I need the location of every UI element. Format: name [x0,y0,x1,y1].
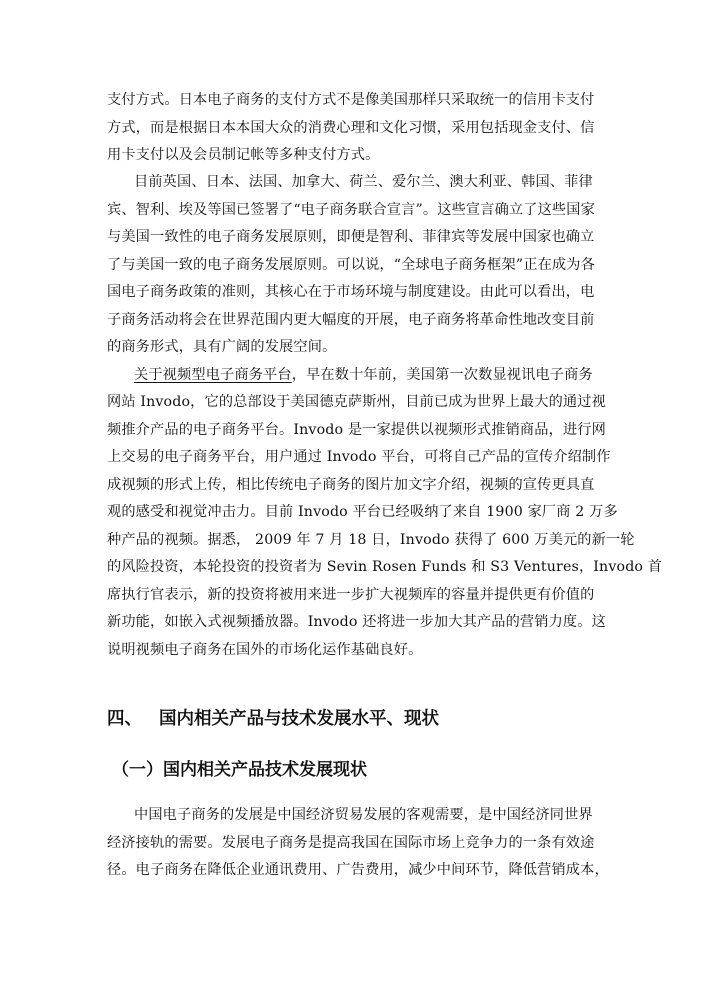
p3-line-11: 说明视频电子商务在国外的市场化运作基础良好。 [107,642,423,658]
p3-underlined-phrase: 关于视频型电子商务平台 [134,367,292,383]
p2-line-4: 了与美国一致的电子商务发展原则。可以说，“全球电子商务框架”正在成为各 [107,257,595,273]
p3-line-6: 观的感受和视觉冲击力。目前 Invodo 平台已经吸纳了来自 1900 家厂商 2 万多 [107,504,618,520]
p3-line-1-rest: ，早在数十年前，美国第一次数显视讯电子商务 [291,367,593,383]
p3-line-2: 网站 Invodo，它的总部设于美国德克萨斯州，目前已成为世界上最大的通过视 [107,394,606,410]
p2-line-2: 宾、智利、埃及等国已签署了“电子商务联合宣言”。这些宣言确立了这些国家 [107,202,595,218]
p2-line-6: 子商务活动将会在世界范围内更大幅度的开展，电子商务将革命性地改变目前 [107,312,595,328]
p4-line-1: 中国电子商务的发展是中国经济贸易发展的客观需要，是中国经济同世界 [134,807,593,823]
p4-line-3: 径。电子商务在降低企业通讯费用、广告费用，减少中间环节，降低营销成本， [107,862,609,878]
p3-line-8: 的风险投资，本轮投资的投资者为 Sevin Rosen Funds 和 S3 Ventures，Invodo 首 [107,559,663,575]
section-heading [107,708,439,730]
p3-line-1 [134,366,593,384]
section-number: 四、 [107,709,142,729]
p2-line-5: 国电子商务政策的准则，其核心在于市场环境与制度建设。由此可以看出，电 [107,284,595,300]
p1-line-3: 用卡支付以及会员制记帐等多种支付方式。 [107,147,380,163]
p3-line-7: 种产品的视频。据悉， 2009 年 7 月 18 日，Invodo 获得了 600 万美元的新一轮 [107,532,635,548]
subsection-heading: （一）国内相关产品技术发展现状 [112,760,367,780]
p1-line-1: 支付方式。日本电子商务的支付方式不是像美国那样只采取统一的信用卡支付 [107,92,595,108]
p2-line-3: 与美国一致性的电子商务发展原则，即便是智利、菲律宾等发展中国家也确立 [107,229,595,245]
section-title: 国内相关产品与技术发展水平、现状 [159,709,439,729]
p3-line-5: 成视频的形式上传，相比传统电子商务的图片加文字介绍，视频的宣传更具直 [107,477,595,493]
p3-line-10: 新功能，如嵌入式视频播放器。Invodo 还将进一步加大其产品的营销力度。这 [107,614,606,630]
p4-line-2: 经济接轨的需要。发展电子商务是提高我国在国际市场上竞争力的一条有效途 [107,835,595,851]
p2-line-7: 的商务形式，具有广阔的发展空间。 [107,339,337,355]
p3-line-9: 席执行官表示，新的投资将被用来进一步扩大视频库的容量并提供更有价值的 [107,587,595,603]
p3-line-4: 上交易的电子商务平台，用户通过 Invodo 平台，可将自己产品的宣传介绍制作 [107,449,611,465]
p3-line-3: 频推介产品的电子商务平台。Invodo 是一家提供以视频形式推销商品，进行网 [107,422,606,438]
p1-line-2: 方式，而是根据日本本国大众的消费心理和文化习惯，采用包括现金支付、信 [107,120,595,136]
p2-line-1: 目前英国、日本、法国、加拿大、荷兰、爱尔兰、澳大利亚、韩国、菲律 [134,174,593,190]
